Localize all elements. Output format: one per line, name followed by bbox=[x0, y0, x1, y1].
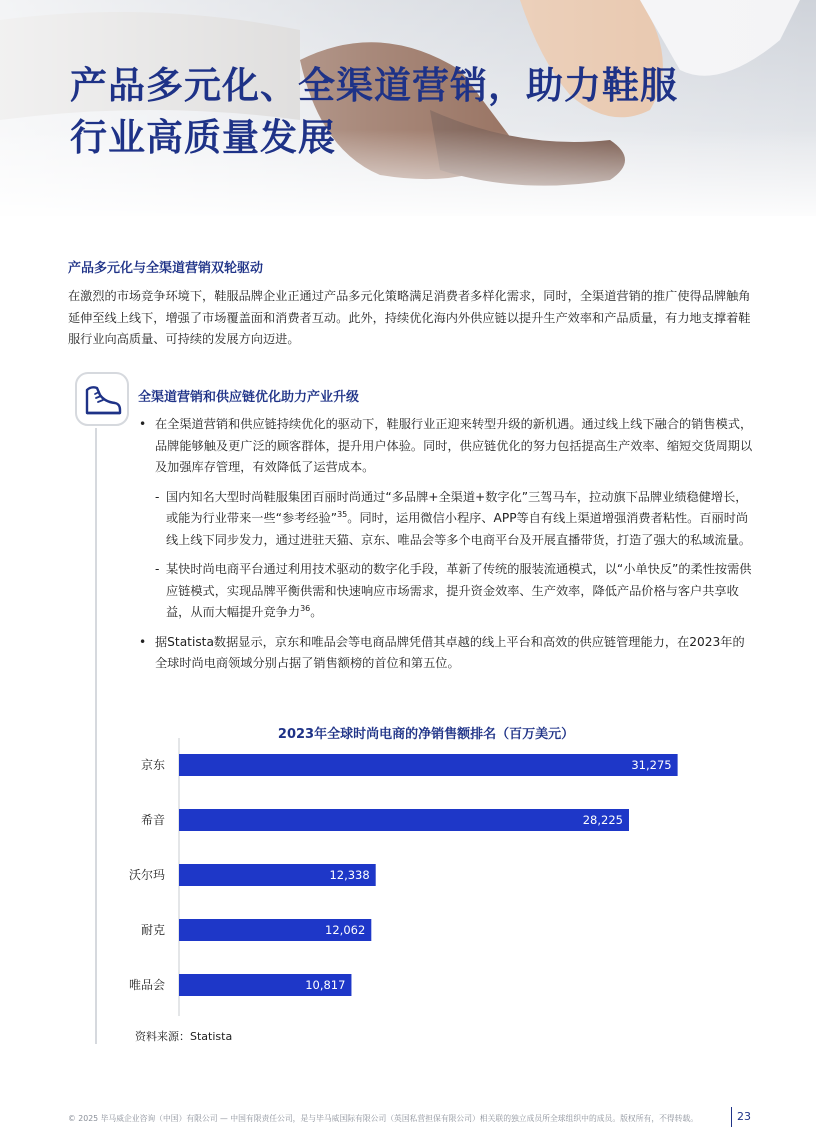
page-title bbox=[70, 60, 770, 164]
bar-1 bbox=[179, 809, 629, 831]
source-note: 资料来源：Statista bbox=[135, 1030, 233, 1043]
title-line-1: 产品多元化、全渠道营销，助力鞋服 bbox=[70, 64, 678, 107]
value-label: 10,817 bbox=[305, 978, 346, 992]
sub-bullet-item: - 某快时尚电商平台通过利用技术驱动的数字化手段，革新了传统的服装流通模式，以“小单快反”的柔性按需供应链模式，实现品牌平衡供需和快速响应市场需求，提升资金效率、生产效率，降低产品价格与客户共享收益，从而大幅提升竞争力$^{36}$。 bbox=[136, 559, 756, 624]
category-label: 耐克 bbox=[140, 923, 165, 937]
sneaker-icon bbox=[73, 370, 131, 428]
box-heading: 全渠道营销和供应链优化助力产业升级 bbox=[138, 390, 360, 405]
category-label: 京东 bbox=[140, 758, 165, 772]
footnote-ref: 35 bbox=[337, 509, 348, 519]
value-label: 31,275 bbox=[631, 758, 672, 772]
bullet-item: • 据Statista数据显示，京东和唯品会等电商品牌凭借其卓越的线上平台和高效的供应链管理能力，在2023年的全球时尚电商领域分别占据了销售额榜的首位和第五位。 bbox=[136, 632, 756, 675]
intro-paragraph: 在激烈的市场竞争环境下，鞋服品牌企业正通过产品多元化策略满足消费者多样化需求，同时，全渠道营销的推广使得品牌触角延伸至线上线下，增强了市场覆盖面和消费者互动。此外，持续优化海内外供应链以提升生产效率和产品质量，有力地支撑着鞋服行业向高质量、可持续的发展方向迈进。 bbox=[68, 289, 751, 346]
bullet-item: • 在全渠道营销和供应链持续优化的驱动下，鞋服行业正迎来转型升级的新机遇。通过线上线下融合的销售模式，品牌能够触及更广泛的顾客群体，提升用户体验。同时，供应链优化的努力包括提高生产效率、缩短交货周期以及加强库存管理，有效降低了运营成本。 bbox=[136, 414, 756, 479]
footnote-ref: 36 bbox=[300, 603, 311, 613]
value-label: 12,338 bbox=[329, 868, 370, 882]
page-number: 23 bbox=[737, 1110, 751, 1123]
value-label: 12,062 bbox=[325, 923, 366, 937]
category-label: 沃尔玛 bbox=[128, 868, 165, 882]
footer-copyright: © 2025 毕马威企业咨询（中国）有限公司 — 中国有限责任公司，是与毕马威国际有限公司（英国私营担保有限公司）相关联的独立成员所全球组织中的成员。版权所有，不得转载。 bbox=[68, 1114, 699, 1123]
chart-canvas bbox=[96, 716, 756, 1016]
chart-title: 2023年全球时尚电商的净销售额排名（百万美元） bbox=[277, 727, 575, 742]
category-label: 唯品会 bbox=[128, 978, 165, 992]
sub-bullet-item: - 国内知名大型时尚鞋服集团百丽时尚通过“多品牌+全渠道+数字化”三驾马车，拉动旗下品牌业绩稳健增长，或能为行业带来一些“参考经验”$^{35}$。同时，运用微信小程序、APP等自有线上渠道增强消费者粘性。百丽时尚线上线下同步发力，通过进驻天猫、京东、唯品会等多个电商平台及开展直播带货，打造了强大的私域流量。 bbox=[136, 487, 756, 552]
value-label: 28,225 bbox=[582, 813, 623, 827]
section-heading: 产品多元化与全渠道营销双轮驱动 bbox=[68, 261, 264, 276]
hero-banner bbox=[0, 0, 816, 216]
bar-0 bbox=[179, 754, 678, 776]
box-content bbox=[136, 414, 756, 683]
category-label: 希音 bbox=[140, 813, 165, 827]
title-line-2: 行业高质量发展 bbox=[70, 116, 336, 159]
page-divider bbox=[731, 1107, 732, 1127]
bar-chart bbox=[96, 716, 756, 1046]
